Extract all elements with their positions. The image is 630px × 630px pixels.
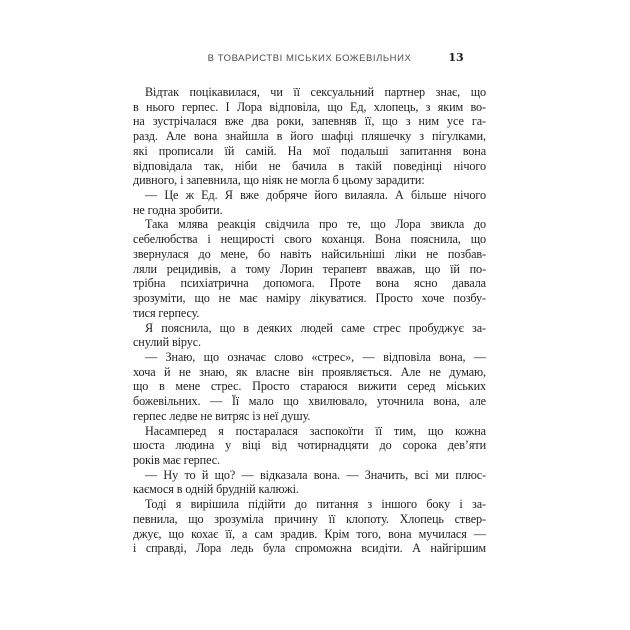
text-line: божевільних. — Її мало що хвилювало, уточнила вона, але [133, 394, 486, 409]
text-line: Відтак поцікавилася, чи її сексуальний партнер знає, що [145, 85, 486, 99]
running-header-title: В ТОВАРИСТВІ МІСЬКИХ БОЖЕВІЛЬНИХ [207, 53, 412, 64]
text-line: тися герпесу. [133, 305, 200, 320]
text-line: які прописали їй самій. На мої подальші запитання вона [133, 143, 486, 158]
text-line: ляли рецидивів, а тому Лорин терапевт вважав, що їй по- [133, 261, 486, 276]
text-line: Така млява реакція свідчила про те, що Лора звикла до [145, 217, 486, 232]
text-line: певнила, що зрозуміла причину її клопоту. Хлопець ствер- [133, 511, 486, 526]
page-body [133, 85, 486, 556]
text-line: — Це ж Ед. Я вже добряче його вилаяла. А більше нічого [145, 188, 486, 203]
text-line: звернулася до мене, бо навіть найсильніші ліки не позбав- [133, 246, 486, 261]
text-line: не годна зробити. [133, 202, 223, 217]
text-line: років має герпес. [133, 452, 220, 467]
text-line: разд. Але вона знайшла в його шафці пляшечку з пігулками, [133, 129, 486, 144]
text-line: каємося в одній брудній калюжі. [133, 482, 299, 497]
text-line: шоста людина у віці від чотирнадцяти до сорока дев’яти [133, 438, 486, 453]
text-line: трібна психіатрична допомога. Проте вона ясно давала [133, 276, 486, 291]
text-line: зрозуміти, що не має наміру лікуватися. Просто хоче позбу- [133, 291, 486, 306]
text-line: Насамперед я постаралася заспокоїти її тим, що кожна [145, 423, 486, 438]
text-line: і справді, Лора ледь була спроможна всидіти. А найгіршим [133, 541, 486, 556]
text-line: герпес ледве не витряс із неї душу. [133, 408, 311, 423]
text-line: що в мене стрес. Просто стараюся вижити серед міських [133, 379, 486, 394]
text-line: — Знаю, що означає слово «стрес», — відповіла вона, — [145, 349, 486, 364]
text-line: снулий вірус. [133, 335, 201, 350]
text-line: відповідала так, ніби не бачила в такій поведінці нічого [133, 158, 486, 173]
text-line: Тоді я вирішила підійти до питання з іншого боку і за- [145, 497, 486, 512]
text-line: себелюбства і нещирості свого коханця. Вона пояснила, що [133, 232, 486, 247]
text-line: — Ну то й що? — відказала вона. — Значить, всі ми плюс- [145, 467, 486, 482]
text-line: в нього герпес. І Лора відповіла, що Ед, хлопець, з яким во- [133, 99, 486, 114]
text-line: на зустрічалася вже два роки, запевняв її, що з ним усе га- [133, 114, 486, 129]
text-line: дивного, і запевнила, що ніяк не могла б цьому зарадити: [133, 173, 425, 188]
text-line: хоча й не знаю, як власне він проявляється. Але не думаю, [133, 364, 486, 379]
text-line: джує, що кохає її, а сам зрадив. Крім того, вона мучилася — [133, 526, 486, 541]
page-number: 13 [448, 51, 464, 64]
text-line: Я пояснила, що в деяких людей саме стрес пробуджує за- [145, 320, 486, 335]
